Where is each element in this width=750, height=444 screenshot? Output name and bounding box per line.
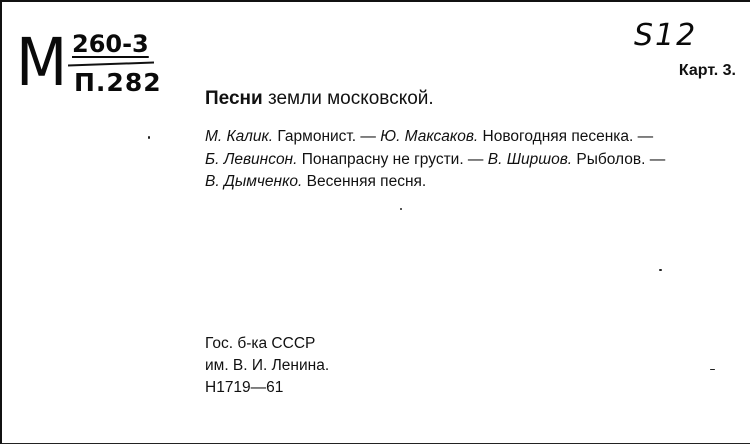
handwritten-shelf-number: 260-3 (72, 30, 149, 58)
composer-name: М. Калик. (205, 128, 274, 145)
paper-speck (710, 369, 715, 370)
song-title-text: Рыболов. — (572, 150, 666, 168)
composer-name: В. Ширшов. (487, 150, 573, 168)
card-title (205, 88, 434, 110)
handwritten-corner-mark: S12 (634, 18, 698, 53)
composer-name: Ю. Максаков. (380, 128, 479, 145)
paper-speck (400, 208, 402, 210)
card-title-rest: земли московской. (262, 88, 434, 109)
composer-name: Б. Левинсон. (205, 150, 298, 168)
card-title-bold: Песни (205, 88, 263, 109)
composer-name: В. Дымченко. (205, 173, 303, 190)
handwritten-divider-line (68, 61, 154, 66)
contents-line (205, 126, 745, 149)
card-number: Карт. 3. (678, 62, 736, 79)
song-title-text: Понапрасну не грусти. — (297, 150, 488, 168)
library-holder-block (205, 333, 329, 399)
handwritten-call-number: П.282 (74, 68, 162, 97)
contents-line (205, 149, 745, 172)
song-title-text: Гармонист. — (273, 128, 381, 145)
song-title-text: Новогодняя песенка. — (478, 128, 654, 145)
handwritten-class-letter: М (16, 24, 66, 101)
paper-speck (148, 136, 150, 139)
paper-speck (659, 269, 662, 271)
contents-list (205, 126, 745, 194)
contents-line (205, 171, 745, 194)
card-serial-number: Н1719—61 (205, 379, 284, 396)
library-dedication: им. В. И. Ленина. (205, 357, 330, 374)
song-title-text: Весенняя песня. (302, 173, 427, 190)
library-name: Гос. б-ка СССР (205, 335, 316, 352)
